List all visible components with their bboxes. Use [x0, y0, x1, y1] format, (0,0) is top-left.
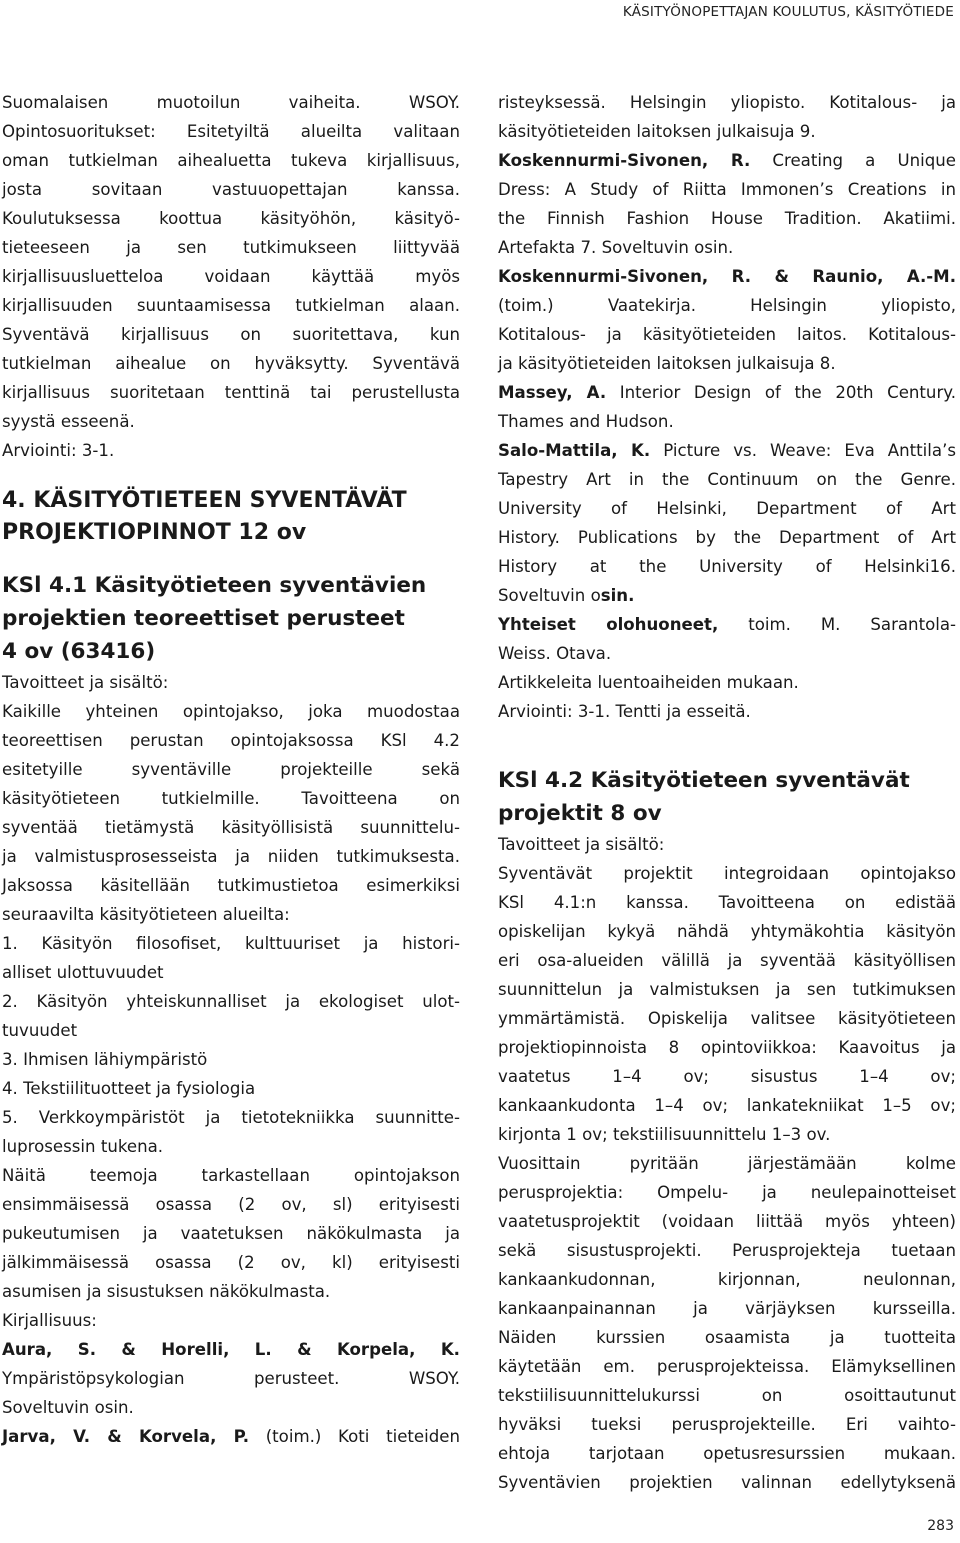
right-column: [498, 88, 956, 1497]
reference-authors-bold: Jarva, V. & Korvela, P.: [2, 1427, 249, 1446]
reference-note-bold: sin.: [600, 586, 635, 605]
list-item: alliset ulottuvuudet: [2, 963, 164, 982]
text-line: Tapestry Art in the Continuum on the Genre.: [498, 470, 956, 489]
left-column: [2, 88, 460, 1451]
text-line: perusprojektia: Ompelu- ja neulepainotteiset: [498, 1183, 956, 1202]
text-line: Tavoitteet ja sisältö:: [2, 673, 169, 692]
text-line: kankaankudonta 1–4 ov; lankatekniikat 1–5 ov;: [498, 1096, 956, 1115]
text-line: Koulutuksessa koottua käsityöhön, käsityö-: [2, 209, 460, 228]
text-line: oman tutkielman aihealuetta tukeva kirjallisuus,: [2, 151, 460, 170]
text-line: Kotitalous- ja käsityötieteiden laitos. Kotitalous-: [498, 325, 956, 344]
text-line: kirjallisuusluetteloa voidaan käyttää myös: [2, 267, 460, 286]
text-line: KSl 4.1:n kanssa. Tavoitteena on edistää: [498, 893, 956, 912]
reference-title-bold: Yhteiset olohuoneet,: [498, 615, 719, 634]
reference-authors: [2, 1422, 460, 1451]
text-line: Näiden kurssien osaamista ja tuotteita: [498, 1328, 956, 1347]
text-line: Vuosittain pyritään järjestämään kolme: [498, 1154, 956, 1173]
text-line: Artefakta 7. Soveltuvin osin.: [498, 238, 734, 257]
text-line: syventää tietämystä käsityöllisistä suunnittelu-: [2, 818, 460, 837]
text-line: kirjonta 1 ov; tekstiilisuunnittelu 1–3 ov.: [498, 1125, 831, 1144]
text-line: kankaanpainannan ja värjäyksen kursseilla.: [498, 1299, 956, 1318]
text-line: esitetyille syventäville projekteille sekä: [2, 760, 460, 779]
text-line: History at the University of Helsinki16.: [498, 557, 956, 576]
reference-note: Soveltuvin osin.: [2, 1398, 134, 1417]
reference-rest: toim. M. Sarantola-: [718, 615, 956, 634]
list-item: 3. Ihmisen lähiympäristö: [2, 1050, 208, 1069]
text-line: vaatetusprojektit (voidaan liittää myös yhteen): [498, 1212, 956, 1231]
text-line: kankaankudonnan, kirjonnan, neulonnan,: [498, 1270, 956, 1289]
running-header: KÄSITYÖNOPETTAJAN KOULUTUS, KÄSITYÖTIEDE: [622, 4, 954, 20]
reference-note-start: Soveltuvin o: [498, 586, 601, 605]
text-line: projektiopinnoista 8 opintoviikkoa: Kaavoitus ja: [498, 1038, 956, 1057]
course-heading: KSl 4.2 Käsityötieteen syventävät: [498, 768, 910, 793]
text-line: Syventävä kirjallisuus on suoritettava, kun: [2, 325, 460, 344]
text-line: syystä esseenä.: [2, 412, 135, 431]
text-line: Dress: A Study of Riitta Immonen’s Creations in: [498, 180, 956, 199]
reference-authors-bold: Aura, S. & Horelli, L. & Korpela, K.: [2, 1340, 460, 1359]
text-line: kirjallisuus suoritetaan tenttinä tai perustellusta: [2, 383, 460, 402]
list-item: 2. Käsityön yhteiskunnalliset ja ekologiset ulot-: [2, 992, 460, 1011]
text-line: sekä sisustusprojekti. Perusprojekteja tuetaan: [498, 1241, 956, 1260]
course-heading: 4 ov (63416): [2, 639, 156, 664]
section-heading: 4. KÄSITYÖTIETEEN SYVENTÄVÄT: [2, 488, 407, 513]
text-line: hyväksi tueksi perusprojekteille. Eri vaihto-: [498, 1415, 956, 1434]
text-line: risteyksessä. Helsingin yliopisto. Kotitalous- ja: [498, 93, 956, 112]
text-line: eri osa-alueiden välillä ja syventää käsityöllisen: [498, 951, 956, 970]
text-line: seuraavilta käsityötieteen alueilta:: [2, 905, 290, 924]
reference-note: [498, 581, 956, 610]
text-line: Suomalaisen muotoilun vaiheita. WSOY.: [2, 93, 460, 112]
course-heading: KSl 4.1 Käsityötieteen syventävien: [2, 573, 427, 598]
reference-rest: (toim.) Koti tieteiden: [249, 1427, 460, 1446]
section-heading: PROJEKTIOPINNOT 12 ov: [2, 520, 307, 545]
text-line: teoreettisen perustan opintojaksossa KSl 4.2: [2, 731, 460, 750]
text-line: History. Publications by the Department of Art: [498, 528, 956, 547]
reference-entry: [498, 146, 956, 175]
text-line: käsityötieteiden laitoksen julkaisuja 9.: [498, 122, 816, 141]
text-line: ehtoja tarjotaan opetusresurssien mukaan.: [498, 1444, 956, 1463]
list-item: 4. Tekstiilituotteet ja fysiologia: [2, 1079, 256, 1098]
reference-entry: [498, 262, 956, 291]
text-line: (toim.) Vaatekirja. Helsingin yliopisto,: [498, 296, 956, 315]
text-line: the Finnish Fashion House Tradition. Akatiimi.: [498, 209, 956, 228]
literature-label: Kirjallisuus:: [2, 1311, 97, 1330]
text-line: Kaikille yhteinen opintojakso, joka muodostaa: [2, 702, 460, 721]
text-line: pukeutumisen ja vaatetuksen näkökulmasta ja: [2, 1224, 460, 1243]
list-item: tuvuudet: [2, 1021, 78, 1040]
page-number: 283: [927, 1518, 954, 1534]
reference-authors-bold: Koskennurmi-Sivonen, R. & Raunio, A.-M.: [498, 267, 956, 286]
text-line: Opintosuoritukset: Esitetyiltä alueilta valitaan: [2, 122, 460, 141]
text-line: Syventävät projektit integroidaan opintojakso: [498, 864, 956, 883]
text-line: University of Helsinki, Department of Art: [498, 499, 956, 518]
text-line: Thames and Hudson.: [498, 412, 674, 431]
text-line: käsityötieteen tutkielmille. Tavoitteena on: [2, 789, 460, 808]
assessment-line: Arviointi: 3-1. Tentti ja esseitä.: [498, 702, 751, 721]
text-line: asumisen ja sisustuksen näkökulmasta.: [2, 1282, 331, 1301]
text-line: ymmärtämistä. Opiskelija valitsee käsityötieteen: [498, 1009, 956, 1028]
text-line: Artikkeleita luentoaiheiden mukaan.: [498, 673, 799, 692]
list-item: 1. Käsityön filosofiset, kulttuuriset ja histori-: [2, 934, 460, 953]
course-heading: projektit 8 ov: [498, 801, 662, 826]
text-line: ensimmäisessä osassa (2 ov, sl) erityisesti: [2, 1195, 460, 1214]
list-item: luprosessin tukena.: [2, 1137, 164, 1156]
text-line: tutkielman aihealue on hyväksytty. Syventävä: [2, 354, 460, 373]
text-line: opiskelijan kykyä nähdä yhtymäkohtia käsityön: [498, 922, 956, 941]
reference-rest: Picture vs. Weave: Eva Anttila’s: [650, 441, 956, 460]
list-item: 5. Verkkoympäristöt ja tietotekniikka suunnitte-: [2, 1108, 460, 1127]
text-line: Weiss. Otava.: [498, 644, 612, 663]
reference-entry: [498, 436, 956, 465]
text-line: jälkimmäisessä osassa (2 ov, kl) erityisesti: [2, 1253, 460, 1272]
text-line: ja käsityötieteiden laitoksen julkaisuja 8.: [498, 354, 836, 373]
reference-entry: [498, 610, 956, 639]
text-line: josta sovitaan vastuuopettajan kanssa.: [2, 180, 460, 199]
reference-authors-bold: Massey, A.: [498, 383, 607, 402]
reference-title: Ympäristöpsykologian perusteet. WSOY.: [2, 1369, 460, 1388]
text-line: tekstiilisuunnittelukurssi on osoittautunut: [498, 1386, 956, 1405]
text-line: Näitä teemoja tarkastellaan opintojakson: [2, 1166, 460, 1185]
text-line: kirjallisuuden suuntaamisessa tutkielman alaan.: [2, 296, 460, 315]
reference-authors: [2, 1335, 460, 1364]
text-line: suunnittelun ja valmistuksen ja sen tutkimuksen: [498, 980, 956, 999]
reference-rest: Creating a Unique: [750, 151, 956, 170]
reference-authors-bold: Koskennurmi-Sivonen, R.: [498, 151, 751, 170]
course-heading: projektien teoreettiset perusteet: [2, 606, 405, 631]
text-line: vaatetus 1–4 ov; sisustus 1–4 ov;: [498, 1067, 956, 1086]
text-line: Syventävien projektien valinnan edellytyksenä: [498, 1473, 956, 1492]
text-line: käytetään em. perusprojekteissa. Elämyksellinen: [498, 1357, 956, 1376]
reference-rest: Interior Design of the 20th Century.: [606, 383, 956, 402]
reference-entry: [498, 378, 956, 407]
text-line: tieteeseen ja sen tutkimukseen liittyvää: [2, 238, 460, 257]
text-line: Jaksossa käsitellään tutkimustietoa esimerkiksi: [2, 876, 460, 895]
assessment-line: Arviointi: 3-1.: [2, 441, 115, 460]
reference-authors-bold: Salo-Mattila, K.: [498, 441, 651, 460]
text-line: Tavoitteet ja sisältö:: [498, 835, 665, 854]
text-line: ja valmistusprosesseista ja niiden tutkimuksesta.: [2, 847, 460, 866]
